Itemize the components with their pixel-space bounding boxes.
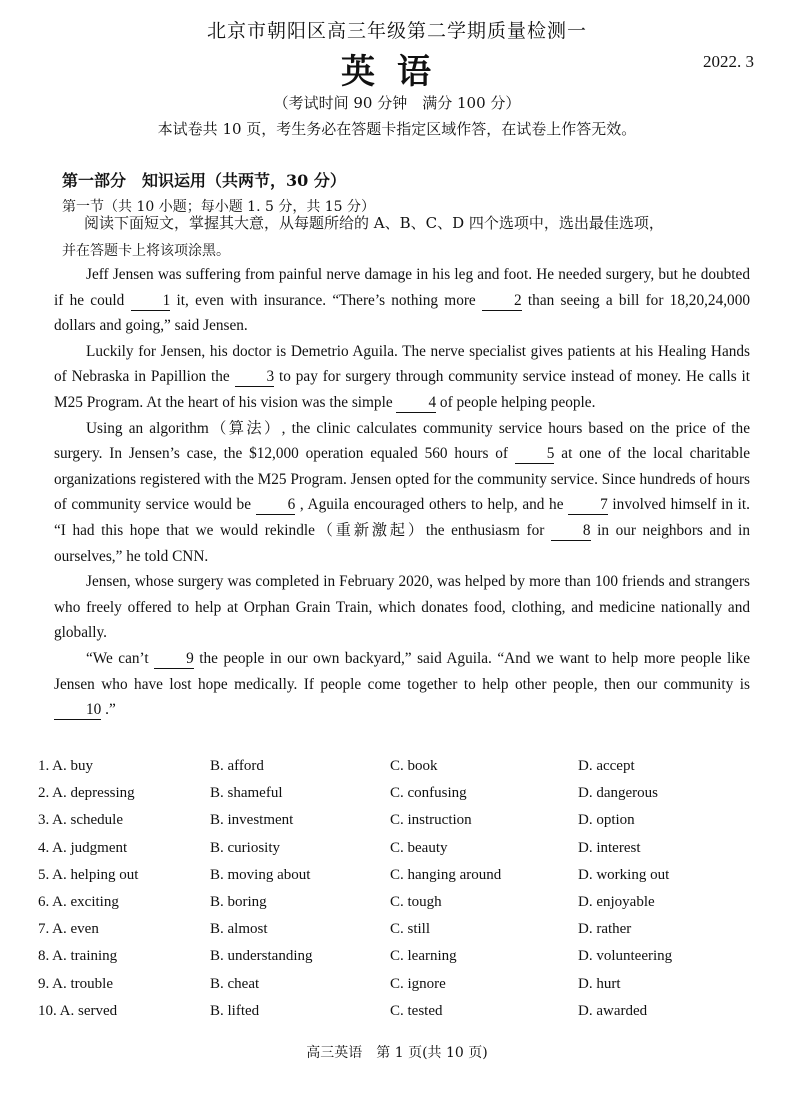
time-info: （考试时间 90 分钟 满分 100 分） <box>273 94 521 112</box>
option-c: C. book <box>390 758 438 774</box>
exam-date: 2022. 3 <box>703 52 754 71</box>
options-column-b <box>210 758 313 1030</box>
text-run: .” <box>101 701 116 719</box>
paragraph-5 <box>54 646 750 723</box>
instruction-line-1: 阅读下面短文，掌握其大意，从每题所给的 A、B、C、D 四个选项中，选出最佳选项， <box>84 214 664 232</box>
blank-1: 1 <box>131 292 171 311</box>
option-d: D. enjoyable <box>578 893 655 910</box>
text-run: it, even with insurance. “There’s nothing more <box>170 291 482 309</box>
part-title: 第一部分 知识运用（共两节，30 分） <box>62 171 346 190</box>
blank-8: 8 <box>551 522 591 541</box>
instruction-line-2: 并在答题卡上将该项涂黑。 <box>62 243 230 259</box>
option-b: B. cheat <box>210 975 260 992</box>
option-b: B. understanding <box>210 948 313 965</box>
option-c: C. learning <box>390 948 457 965</box>
option-a: 1. A. buy <box>38 758 94 774</box>
blank-10: 10 <box>54 701 101 720</box>
section-title: 第一节（共 10 小题；每小题 1. 5 分，共 15 分） <box>62 199 376 215</box>
blank-9: 9 <box>154 650 194 669</box>
option-a: 10. A. served <box>38 1002 118 1019</box>
option-c: C. tough <box>390 893 442 910</box>
option-d: D. interest <box>578 839 641 856</box>
paragraph-3 <box>54 416 750 570</box>
text-run: of people helping people. <box>436 393 596 411</box>
option-b: B. shameful <box>210 785 283 802</box>
option-b: B. moving about <box>210 866 311 883</box>
text-run: “We can’t <box>86 649 155 667</box>
option-a: 4. A. judgment <box>38 839 128 856</box>
option-b: B. boring <box>210 893 267 910</box>
option-a: 7. A. even <box>38 921 99 938</box>
option-b: B. afford <box>210 758 264 774</box>
text-run: , Aguila encouraged others to help, and he <box>295 496 569 514</box>
option-a: 5. A. helping out <box>38 866 139 883</box>
option-a: 3. A. schedule <box>38 812 123 829</box>
option-a: 2. A. depressing <box>38 785 135 802</box>
exam-school-title: 北京市朝阳区高三年级第二学期质量检测一 <box>206 20 587 42</box>
option-c: C. still <box>390 921 431 938</box>
option-d: D. option <box>578 812 635 829</box>
blank-2: 2 <box>482 292 522 311</box>
text-run: in our neighbors and in ourselves,” he told CNN. <box>54 521 750 565</box>
text-run: than seeing a bill for 18,20,24,000 dollars and going,” said Jensen. <box>54 291 750 335</box>
option-c: C. tested <box>390 1002 443 1019</box>
option-c: C. ignore <box>390 975 446 992</box>
text-run: involved himself in it. “I had this hope that we would rekindle（重新激起）the enthusiasm for <box>54 496 750 539</box>
option-b: B. investment <box>210 812 294 829</box>
text-run: Jeff Jensen was suffering from painful nerve damage in his leg and foot. He needed surgery, but he doubted if he could <box>54 266 750 309</box>
option-d: D. hurt <box>578 975 621 992</box>
option-c: C. beauty <box>390 839 448 856</box>
text-run: Luckily for Jensen, his doctor is Demetrio Aguila. The nerve specialist gives patients at his Healing Hands of Nebraska in Papillion the <box>54 342 750 386</box>
option-b: B. almost <box>210 921 268 938</box>
option-b: B. curiosity <box>210 839 280 856</box>
blank-3: 3 <box>235 368 275 387</box>
option-b: B. lifted <box>210 1002 260 1019</box>
options-column-a <box>38 758 138 1030</box>
options-column-c <box>390 758 501 1030</box>
blank-4: 4 <box>396 394 436 413</box>
paragraph-2 <box>54 339 750 416</box>
option-c: C. confusing <box>390 785 467 802</box>
blank-6: 6 <box>256 496 296 515</box>
subject-title: 英语 <box>341 52 453 92</box>
option-d: D. awarded <box>578 1002 648 1019</box>
blank-7: 7 <box>568 496 608 515</box>
option-d: D. volunteering <box>578 948 673 965</box>
text-run: the people in our own backyard,” said Aguila. “And we want to help more people like Jensen who have lost hope medically. If people come together to help other people, then our community is <box>54 649 750 693</box>
blank-5: 5 <box>515 445 555 464</box>
paragraph-1 <box>54 262 750 339</box>
option-a: 6. A. exciting <box>38 893 119 910</box>
options-column-d <box>578 758 672 1030</box>
option-d: D. dangerous <box>578 785 658 802</box>
page-footer: 高三英语 第 1 页(共 10 页) <box>306 1045 488 1061</box>
option-c: C. instruction <box>390 812 472 829</box>
option-d: D. rather <box>578 921 632 938</box>
paragraph-4: Jensen, whose surgery was completed in February 2020, was helped by more than 100 friends and strangers who freely offered to help at Orphan Grain Train, which donates food, clothing, and medicine nationally and globally. <box>54 573 750 642</box>
option-d: D. working out <box>578 866 670 883</box>
option-c: C. hanging around <box>390 866 502 883</box>
option-d: D. accept <box>578 758 635 774</box>
option-a: 9. A. trouble <box>38 975 113 992</box>
exam-notice: 本试卷共 10 页，考生务必在答题卡指定区域作答，在试卷上作答无效。 <box>157 120 637 138</box>
text-run: at one of the local charitable organizations registered with the M25 Program. Jensen opted for the community service. Since hundreds of hours of community service would be <box>54 445 750 514</box>
text-run: Using an algorithm（算法）, the clinic calculates community service hours based on the price of the surgery. In Jensen’s case, the $12,000 operation equaled 560 hours of <box>54 419 750 463</box>
option-a: 8. A. training <box>38 948 118 965</box>
cloze-passage <box>54 262 750 723</box>
text-run: to pay for surgery through community service instead of money. He calls it M25 Program. At the heart of his vision was the simple <box>54 368 750 411</box>
